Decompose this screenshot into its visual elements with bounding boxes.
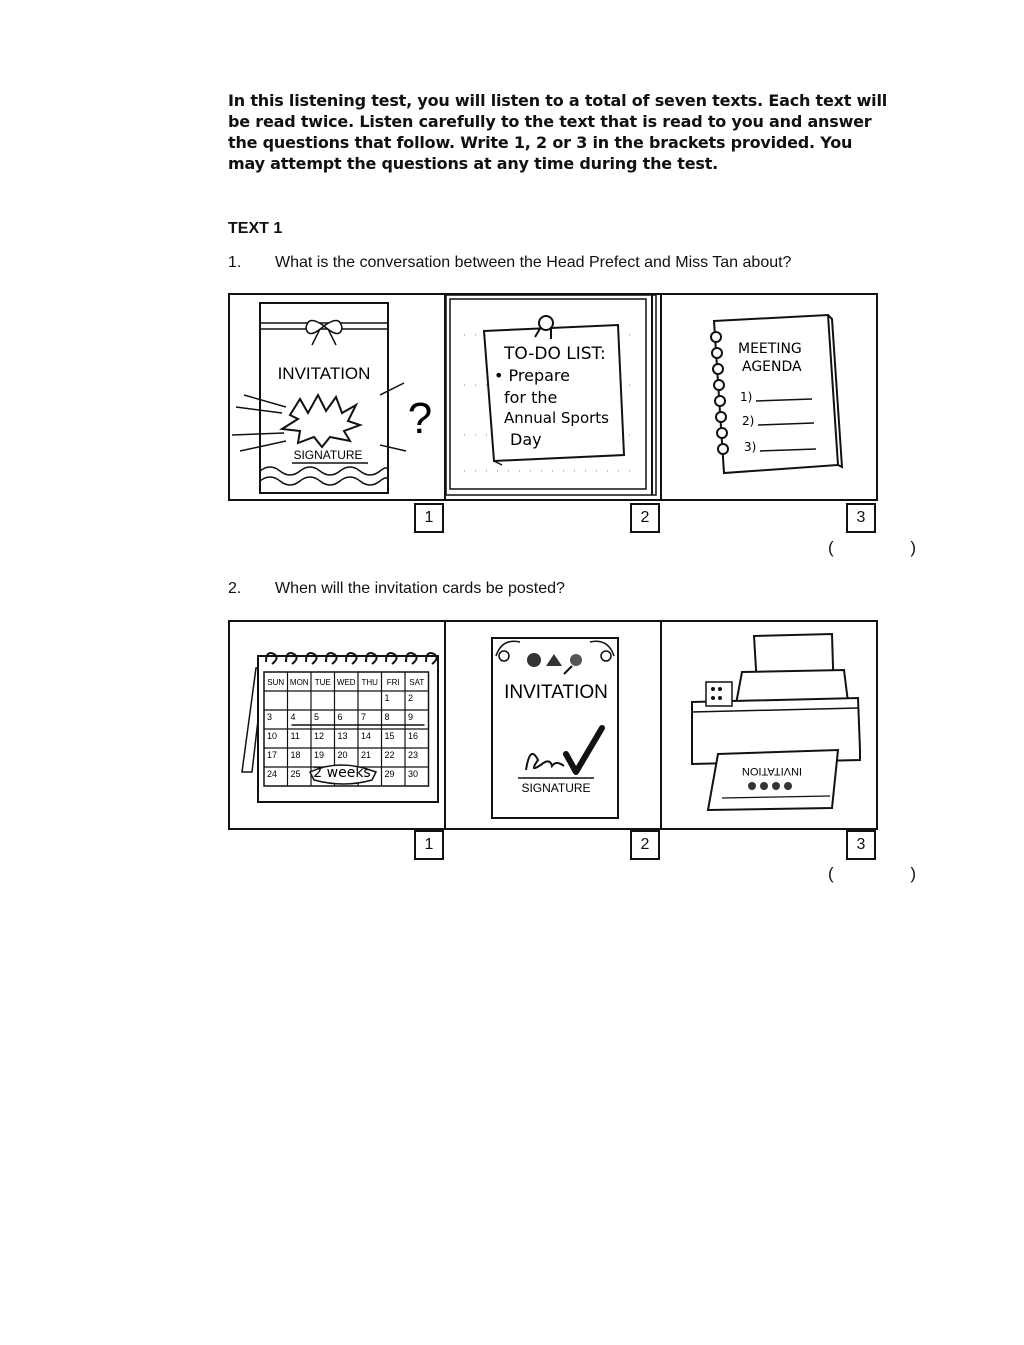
todo-line-1: • Prepare bbox=[494, 366, 570, 385]
agenda-item-1: 1) bbox=[740, 390, 753, 404]
calendar-date: 9 bbox=[408, 712, 414, 722]
calendar-date: 30 bbox=[408, 769, 419, 779]
calendar-date: 17 bbox=[267, 750, 278, 760]
signed-invitation-illustration bbox=[446, 622, 660, 828]
calendar-date: 11 bbox=[290, 731, 300, 741]
calendar-date: 5 bbox=[314, 712, 320, 722]
agenda-item-3: 3) bbox=[744, 440, 757, 454]
todo-title: TO-DO LIST: bbox=[504, 344, 606, 364]
question-number: 2. bbox=[228, 580, 242, 597]
calendar-date: 13 bbox=[337, 731, 348, 741]
calendar-date: 20 bbox=[337, 750, 348, 760]
question-1-pictures bbox=[228, 293, 878, 501]
printer-paper-text: INVITATION bbox=[741, 765, 803, 777]
calendar-day-header: FRI bbox=[386, 678, 400, 687]
calendar-date: 10 bbox=[267, 731, 278, 741]
calendar-day-header: THU bbox=[361, 678, 378, 687]
todo-line-4: Day bbox=[510, 430, 542, 449]
option-1-picture bbox=[230, 295, 444, 499]
agenda-title-1: MEETING bbox=[738, 341, 802, 357]
printer-illustration bbox=[662, 622, 876, 828]
calendar-date: 16 bbox=[408, 731, 419, 741]
calendar-day-header: WED bbox=[336, 678, 356, 687]
scribbled-invitation-illustration bbox=[230, 295, 444, 499]
card-signature: SIGNATURE bbox=[521, 781, 591, 795]
q1-option-1-label: 1 bbox=[414, 503, 444, 533]
calendar-date: 3 bbox=[267, 712, 273, 722]
calendar-date: 18 bbox=[290, 750, 301, 760]
calendar-date: 1 bbox=[384, 693, 390, 703]
meeting-agenda-illustration bbox=[662, 295, 876, 499]
calendar-day-header: SAT bbox=[409, 678, 425, 687]
control-panel bbox=[706, 682, 732, 706]
question-2-pictures bbox=[228, 620, 878, 830]
calendar-date: 23 bbox=[408, 750, 419, 760]
q1-answer-brackets[interactable]: ( ) bbox=[828, 538, 953, 557]
card-title: INVITATION bbox=[504, 682, 608, 703]
racket-icon bbox=[570, 654, 582, 666]
calendar-date: 2 bbox=[408, 693, 414, 703]
calendar-date: 15 bbox=[384, 731, 395, 741]
calendar-illustration bbox=[230, 622, 444, 828]
calendar-date: 21 bbox=[361, 750, 372, 760]
option-1-picture bbox=[230, 622, 444, 828]
calendar-date: 22 bbox=[384, 750, 395, 760]
invitation-title: INVITATION bbox=[277, 364, 371, 383]
invitation-signature: SIGNATURE bbox=[293, 448, 363, 462]
todo-line-3: Annual Sports bbox=[504, 409, 609, 427]
option-3-picture bbox=[660, 622, 876, 828]
question-text: What is the conversation between the Head Prefect and Miss Tan about? bbox=[275, 254, 792, 271]
agenda-title-2: AGENDA bbox=[742, 359, 802, 375]
basketball-icon bbox=[527, 653, 541, 667]
q2-option-1-label: 1 bbox=[414, 830, 444, 860]
agenda-item-2: 2) bbox=[742, 414, 755, 428]
calendar-day-header: MON bbox=[289, 678, 309, 687]
question-number: 1. bbox=[228, 254, 242, 271]
calendar-date: 24 bbox=[267, 769, 278, 779]
question-text: When will the invitation cards be posted? bbox=[275, 580, 565, 597]
q2-option-3-label: 3 bbox=[846, 830, 876, 860]
todo-line-2: for the bbox=[504, 388, 558, 407]
option-2-picture bbox=[444, 295, 660, 499]
question-mark-icon: ? bbox=[407, 394, 433, 443]
todo-list-illustration bbox=[446, 295, 660, 499]
calendar-date: 6 bbox=[337, 712, 343, 722]
calendar-date: 7 bbox=[361, 712, 367, 722]
q1-option-2-label: 2 bbox=[630, 503, 660, 533]
calendar-date: 19 bbox=[314, 750, 325, 760]
calendar-date: 25 bbox=[290, 769, 301, 779]
calendar-day-header: TUE bbox=[314, 678, 331, 687]
calendar-day-header: SUN bbox=[267, 678, 285, 687]
section-heading: TEXT 1 bbox=[228, 220, 283, 237]
q1-option-3-label: 3 bbox=[846, 503, 876, 533]
calendar-date: 14 bbox=[361, 731, 372, 741]
q2-option-2-label: 2 bbox=[630, 830, 660, 860]
calendar-date: 4 bbox=[290, 712, 296, 722]
calendar-date: 29 bbox=[384, 769, 395, 779]
calendar-date: 12 bbox=[314, 731, 325, 741]
printed-paper bbox=[708, 750, 838, 810]
calendar-note: 2 weeks bbox=[313, 765, 371, 781]
instructions: In this listening test, you will listen to a total of seven texts. Each text will be read twice. Listen carefully to the text that is read to you and answer the questions that follow. Write 1, 2 or 3 in the brackets provided. You may attempt the questions at any time during the test. bbox=[228, 91, 888, 173]
option-2-picture bbox=[444, 622, 660, 828]
calendar-date: 8 bbox=[384, 712, 390, 722]
option-3-picture bbox=[660, 295, 876, 499]
q2-answer-brackets[interactable]: ( ) bbox=[828, 864, 953, 883]
